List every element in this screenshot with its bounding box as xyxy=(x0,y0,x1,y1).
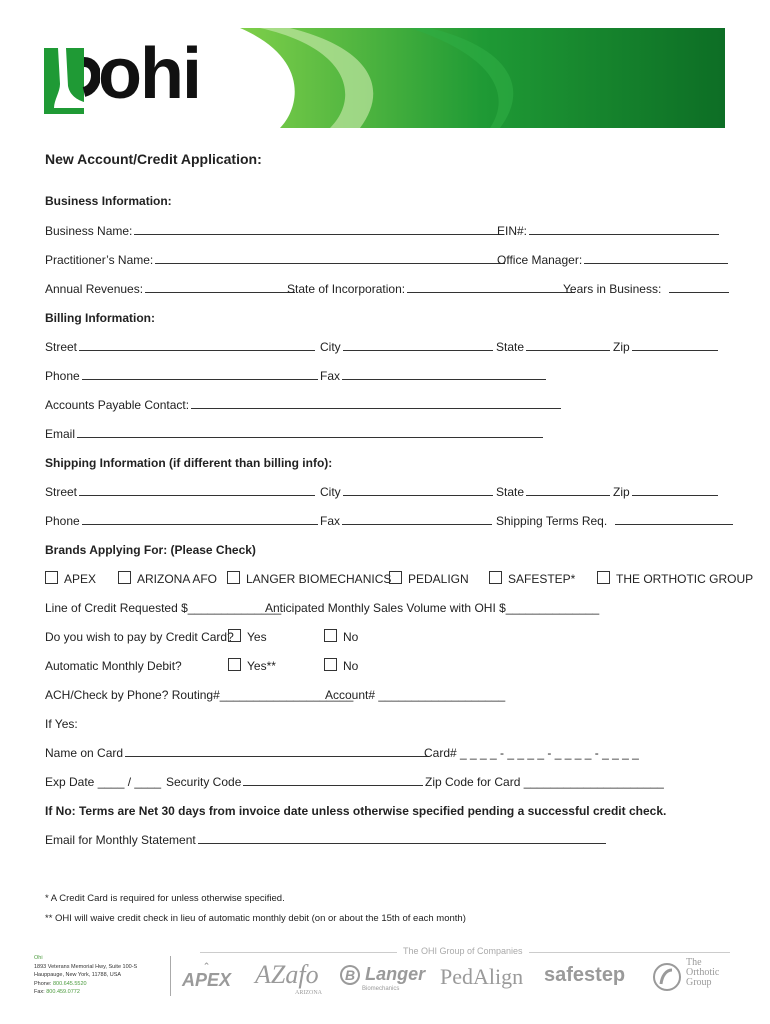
office-manager-field[interactable] xyxy=(584,251,728,264)
brand-orthotic-group-label: THE ORTHOTIC GROUP xyxy=(616,572,754,586)
card-number-field[interactable]: Card# _ _ _ _ - _ _ _ _ - _ _ _ _ - _ _ _ _ xyxy=(424,746,639,760)
shipping-phone-label: Phone xyxy=(45,514,80,528)
azafo-logo-text: AZafo xyxy=(255,960,319,989)
billing-city-field[interactable] xyxy=(343,338,493,351)
company-address xyxy=(34,954,137,997)
state-incorporation-label: State of Incorporation: xyxy=(287,282,406,296)
ap-contact-row xyxy=(45,396,725,414)
azafo-logo xyxy=(255,960,322,996)
billing-phone-row xyxy=(45,367,725,385)
years-in-business-field[interactable] xyxy=(669,280,729,293)
logo-text: ohi xyxy=(98,34,200,114)
brand-orthotic-group-option[interactable] xyxy=(597,570,753,588)
langer-circle-icon: B xyxy=(340,965,360,985)
billing-fax-label: Fax xyxy=(320,369,341,383)
auto-debit-no-option[interactable] xyxy=(324,657,358,675)
ein-field[interactable] xyxy=(529,222,719,235)
orthotic-group-logo-text: The Orthotic Group xyxy=(686,957,720,988)
shipping-state-field[interactable] xyxy=(526,483,610,496)
ach-row xyxy=(45,686,725,704)
exp-date-field[interactable]: Exp Date ____ / ____ xyxy=(45,775,162,789)
apex-logo-text: APEX xyxy=(182,970,232,990)
billing-street-label: Street xyxy=(45,340,78,354)
anticipated-volume-field[interactable]: Anticipated Monthly Sales Volume with OHI $______________ xyxy=(265,601,600,615)
azafo-logo-sub: ARIZONA xyxy=(295,990,322,996)
billing-fax-field[interactable] xyxy=(342,367,546,380)
brand-langer-option[interactable] xyxy=(227,570,391,588)
header-banner xyxy=(30,28,725,128)
apex-logo xyxy=(182,962,231,991)
ap-contact-label: Accounts Payable Contact: xyxy=(45,398,190,412)
brands-row xyxy=(45,570,754,588)
billing-phone-field[interactable] xyxy=(82,367,318,380)
email-statement-field[interactable] xyxy=(198,831,606,844)
billing-zip-field[interactable] xyxy=(632,338,718,351)
brand-apex-option[interactable] xyxy=(45,570,96,588)
email-statement-label: Email for Monthly Statement xyxy=(45,833,196,847)
shipping-street-row xyxy=(45,483,725,501)
phone-label: Phone: xyxy=(34,980,52,987)
annual-revenues-field[interactable] xyxy=(145,280,295,293)
footnote-auto-debit: ** OHI will waive credit check in lieu of automatic monthly debit (on or about the 15th of each month) xyxy=(45,913,466,924)
address-line-1: 1893 Veterans Memorial Hwy, Suite 100-S xyxy=(34,963,138,970)
card-details-row xyxy=(45,773,725,791)
orthotic-group-icon xyxy=(652,962,682,992)
brand-apex-label: APEX xyxy=(64,572,97,586)
auto-debit-no-label: No xyxy=(343,659,359,673)
name-on-card-field[interactable] xyxy=(125,744,429,757)
auto-debit-yes-checkbox[interactable] xyxy=(228,658,241,671)
email-label: Email xyxy=(45,427,76,441)
billing-phone-label: Phone xyxy=(45,369,80,383)
pay-cc-yes-option[interactable] xyxy=(228,628,267,646)
shipping-street-label: Street xyxy=(45,485,78,499)
address-line-2: Hauppauge, New York, 11788, USA xyxy=(34,972,122,978)
pay-cc-row xyxy=(45,628,725,646)
brand-safestep-label: SAFESTEP* xyxy=(508,572,576,586)
shipping-zip-field[interactable] xyxy=(632,483,718,496)
page-title: New Account/Credit Application: xyxy=(45,151,262,167)
ohi-logo xyxy=(44,34,244,122)
shipping-terms-field[interactable] xyxy=(615,512,733,525)
practitioner-label: Practitioner’s Name: xyxy=(45,253,154,267)
name-on-card-label: Name on Card xyxy=(45,746,124,760)
pay-cc-no-checkbox[interactable] xyxy=(324,629,337,642)
if-no-terms: If No: Terms are Net 30 days from invoice date unless otherwise specified pending a successful credit check. xyxy=(45,804,667,818)
brand-pedalign-checkbox[interactable] xyxy=(389,571,402,584)
pay-cc-yes-label: Yes xyxy=(247,630,267,644)
email-statement-row xyxy=(45,831,725,849)
footer-vertical-divider xyxy=(170,956,171,996)
billing-city-label: City xyxy=(320,340,341,354)
business-name-field[interactable] xyxy=(134,222,504,235)
langer-logo-sub: Biomechanics xyxy=(362,986,400,992)
card-name-row xyxy=(45,744,725,762)
billing-state-label: State xyxy=(496,340,525,354)
brand-langer-checkbox[interactable] xyxy=(227,571,240,584)
phone-number: 800.645.5520 xyxy=(52,980,87,987)
shipping-state-label: State xyxy=(496,485,525,499)
pedalign-logo: PedAlign xyxy=(440,964,524,989)
billing-street-row xyxy=(45,338,725,356)
shipping-fax-field[interactable] xyxy=(342,512,492,525)
brand-safestep-checkbox[interactable] xyxy=(489,571,502,584)
line-of-credit-field[interactable]: Line of Credit Requested $______________ xyxy=(45,601,282,615)
shipping-street-field[interactable] xyxy=(79,483,315,496)
pay-cc-question: Do you wish to pay by Credit Card? xyxy=(45,630,234,644)
foot-icon xyxy=(44,48,100,114)
company-name: Ohi xyxy=(34,955,43,961)
pay-cc-no-option[interactable] xyxy=(324,628,358,646)
shipping-terms-label: Shipping Terms Req. xyxy=(496,514,608,528)
langer-logo-text: Langer xyxy=(365,964,426,984)
auto-debit-yes-option[interactable] xyxy=(228,657,276,675)
email-field[interactable] xyxy=(77,425,543,438)
shipping-phone-field[interactable] xyxy=(82,512,318,525)
shipping-phone-row xyxy=(45,512,725,530)
brand-arizona-afo-label: ARIZONA AFO xyxy=(137,572,218,586)
fax-number: 800.459.0772 xyxy=(46,989,80,995)
brand-safestep-option[interactable] xyxy=(489,570,575,588)
brand-orthotic-group-checkbox[interactable] xyxy=(597,571,610,584)
shipping-info-heading: Shipping Information (if different than billing info): xyxy=(45,456,333,470)
brands-heading: Brands Applying For: (Please Check) xyxy=(45,543,256,557)
apex-chevron-icon: ⌃ xyxy=(202,961,211,971)
credit-line-row xyxy=(45,599,725,617)
shipping-city-label: City xyxy=(320,485,341,499)
auto-debit-no-checkbox[interactable] xyxy=(324,658,337,671)
brand-pedalign-option[interactable] xyxy=(389,570,469,588)
security-code-field[interactable] xyxy=(243,773,423,786)
group-title: The OHI Group of Companies xyxy=(397,946,529,956)
ap-contact-field[interactable] xyxy=(191,396,561,409)
billing-zip-label: Zip xyxy=(613,340,630,354)
brand-langer-label: LANGER BIOMECHANICS xyxy=(246,572,392,586)
auto-debit-row xyxy=(45,657,725,675)
annual-revenues-label: Annual Revenues: xyxy=(45,282,144,296)
brand-apex-checkbox[interactable] xyxy=(45,571,58,584)
brand-arizona-afo-option[interactable] xyxy=(118,570,217,588)
pay-cc-yes-checkbox[interactable] xyxy=(228,629,241,642)
footer xyxy=(30,944,730,1014)
security-code-label: Security Code xyxy=(166,775,242,789)
revenues-row xyxy=(45,280,725,298)
ach-account-field[interactable]: Account# ___________________ xyxy=(325,688,506,702)
if-yes-label: If Yes: xyxy=(45,717,78,731)
shipping-fax-label: Fax xyxy=(320,514,341,528)
billing-info-heading: Billing Information: xyxy=(45,311,155,325)
years-in-business-label: Years in Business: xyxy=(563,282,662,296)
business-name-label: Business Name: xyxy=(45,224,133,238)
footnote-credit-card: * A Credit Card is required for unless otherwise specified. xyxy=(45,893,285,904)
auto-debit-question: Automatic Monthly Debit? xyxy=(45,659,182,673)
fax-label: Fax: xyxy=(34,989,45,995)
billing-street-field[interactable] xyxy=(79,338,315,351)
langer-logo xyxy=(340,964,426,992)
business-name-row xyxy=(45,222,725,240)
ach-routing-field[interactable]: ACH/Check by Phone? Routing#____________________ xyxy=(45,688,354,702)
state-incorporation-field[interactable] xyxy=(407,280,575,293)
pay-cc-no-label: No xyxy=(343,630,359,644)
brand-arizona-afo-checkbox[interactable] xyxy=(118,571,131,584)
footnotes xyxy=(45,893,466,933)
billing-state-field[interactable] xyxy=(526,338,610,351)
email-row xyxy=(45,425,725,443)
shipping-zip-label: Zip xyxy=(613,485,630,499)
practitioner-row xyxy=(45,251,725,269)
auto-debit-yes-label: Yes** xyxy=(247,659,276,673)
ein-label: EIN#: xyxy=(497,224,528,238)
practitioner-field[interactable] xyxy=(155,251,505,264)
shipping-city-field[interactable] xyxy=(343,483,493,496)
brand-pedalign-label: PEDALIGN xyxy=(408,572,469,586)
zip-card-field[interactable]: Zip Code for Card _____________________ xyxy=(425,775,664,789)
safestep-logo: safestep xyxy=(544,964,626,986)
business-info-heading: Business Information: xyxy=(45,194,172,208)
office-manager-label: Office Manager: xyxy=(497,253,583,267)
